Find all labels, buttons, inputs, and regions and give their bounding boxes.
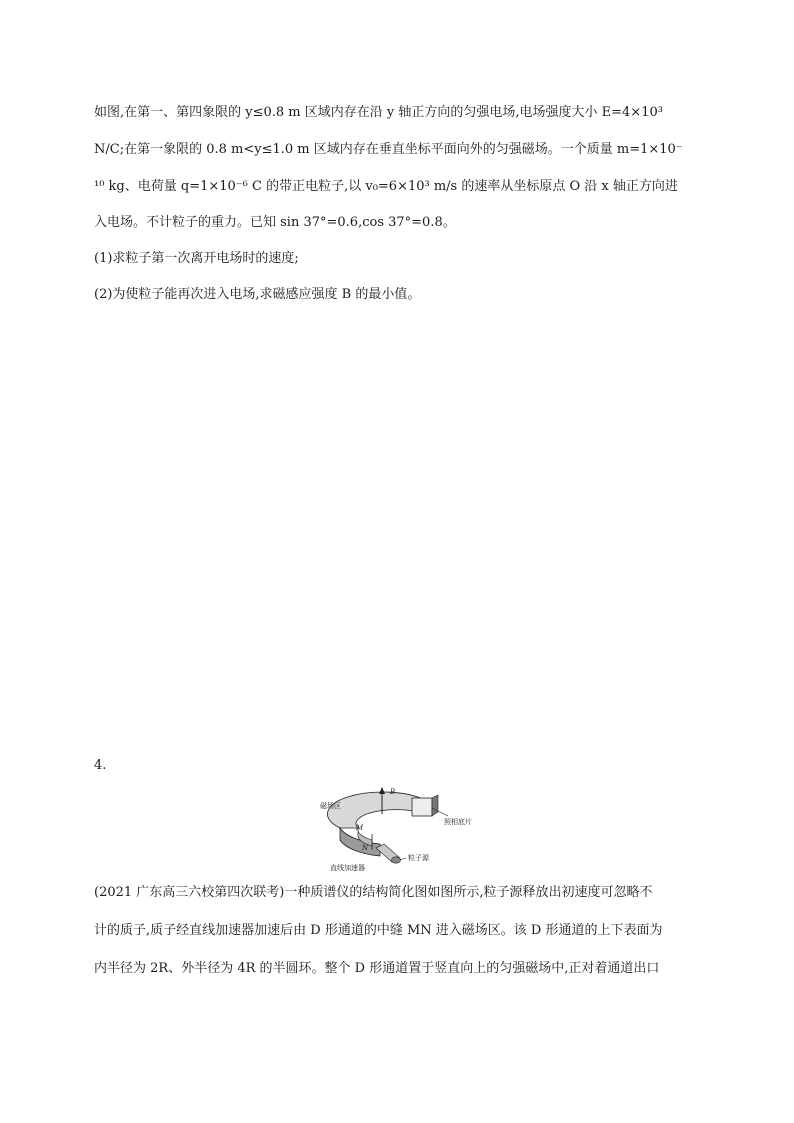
problem3-part1: (1)求粒子第一次离开电场时的速度;	[94, 251, 299, 266]
problem3-line2: N/C;在第一象限的 0.8 m<y≤1.0 m 区域内存在垂直坐标平面向外的匀强磁场。一个质量 m=1×10⁻	[94, 142, 683, 157]
problem4-line2: 计的质子,质子经直线加速器加速后由 D 形通道的中缝 MN 进入磁场区。该 D 形通道的上下表面为	[94, 923, 663, 938]
problem4-number: 4.	[94, 758, 107, 773]
problem4-line1: (2021 广东高三六校第四次联考)一种质谱仪的结构简化图如图所示,粒子源释放出初速度可忽略不	[94, 885, 653, 900]
label-B: B	[390, 788, 396, 796]
label-M: M	[356, 824, 364, 832]
label-linear-accelerator: 直线加速器	[330, 864, 365, 872]
problem3-line1: 如图,在第一、第四象限的 y≤0.8 m 区域内存在沿 y 轴正方向的匀强电场,电场强度大小 E=4×10³	[94, 105, 663, 120]
problem3-part2: (2)为使粒子能再次进入电场,求磁感应强度 B 的最小值。	[94, 287, 421, 302]
label-photo-film: 照相底片	[444, 818, 472, 826]
problem4-line3: 内半径为 2R、外半径为 4R 的半圆环。整个 D 形通道置于竖直向上的匀强磁场中,正对着通道出口	[94, 961, 660, 976]
label-field-region: 磁场区	[320, 802, 341, 810]
mass-spectrometer-figure	[320, 778, 480, 873]
label-particle-source: 粒子源	[408, 854, 429, 862]
problem3-line4: 入电场。不计粒子的重力。已知 sin 37°=0.6,cos 37°=0.8。	[94, 215, 456, 230]
label-N: N	[362, 844, 369, 852]
problem3-line3: ¹⁰ kg、电荷量 q=1×10⁻⁶ C 的带正电粒子,以 v₀=6×10³ m/s 的速率从坐标原点 O 沿 x 轴正方向进	[94, 179, 678, 194]
